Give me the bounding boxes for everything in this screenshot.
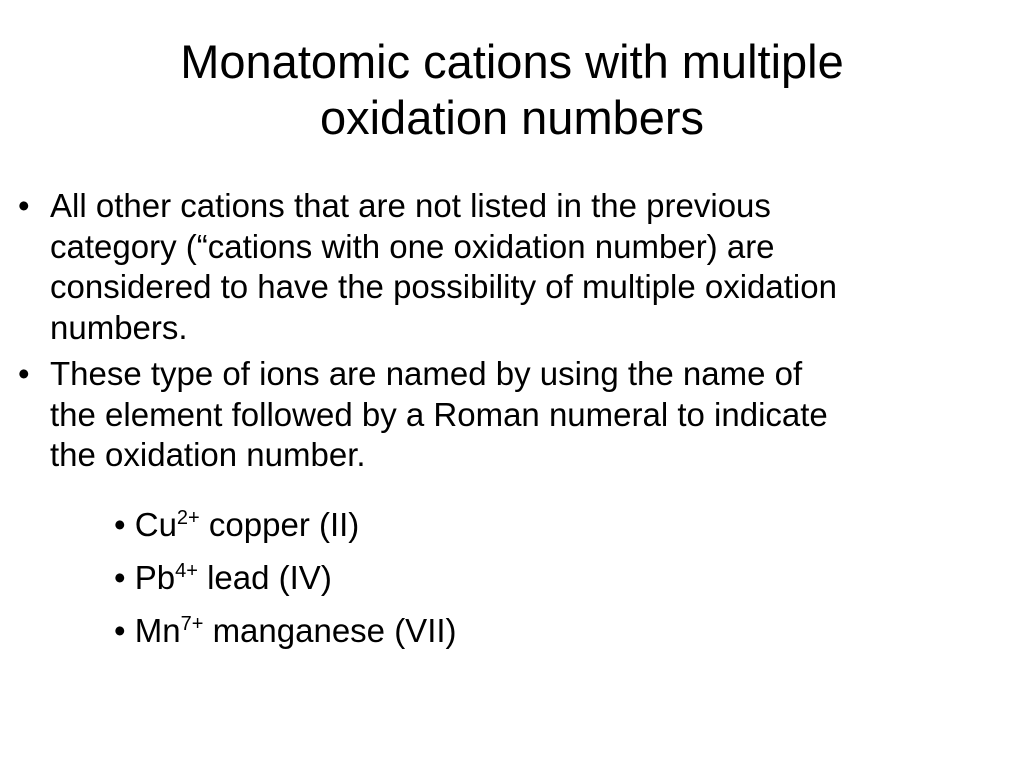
example-item-manganese (114, 611, 457, 664)
slide-title-line-2: oxidation numbers (319, 91, 705, 144)
bullet-line: the element followed by a Roman numeral to indicate (50, 395, 828, 433)
sub-bullet-dot-icon: • (114, 506, 126, 543)
element-symbol: Cu (134, 506, 177, 543)
ion-name: copper (II) (208, 506, 360, 543)
bullet-dot-icon: • (18, 355, 30, 392)
bullet-line: the oxidation number. (50, 436, 366, 473)
bullet-list (18, 186, 1018, 482)
bullet-line: numbers. (50, 308, 188, 346)
element-symbol: Pb (134, 559, 176, 596)
element-symbol: Mn (134, 612, 181, 649)
example-item-copper (114, 505, 457, 558)
bullet-line: category (“cations with one oxidation number) are (50, 227, 775, 265)
ion-charge: 7+ (180, 613, 204, 635)
example-list (114, 505, 457, 664)
example-item-lead (114, 558, 457, 611)
ion-name: manganese (VII) (212, 612, 457, 649)
sub-bullet-dot-icon: • (114, 559, 126, 596)
bullet-item (18, 186, 1018, 348)
bullet-line: These type of ions are named by using the name of (50, 355, 803, 392)
ion-charge: 2+ (176, 507, 200, 529)
slide-title (0, 34, 1024, 146)
bullet-item (18, 354, 1018, 476)
slide-title-line-1: Monatomic cations with multiple (180, 35, 844, 88)
ion-charge: 4+ (175, 560, 198, 582)
ion-name: lead (IV) (207, 559, 332, 596)
sub-bullet-dot-icon: • (114, 612, 126, 649)
bullet-dot-icon: • (18, 187, 30, 224)
bullet-line: All other cations that are not listed in the previous (50, 187, 771, 224)
bullet-line: considered to have the possibility of multiple oxidation (50, 268, 837, 305)
